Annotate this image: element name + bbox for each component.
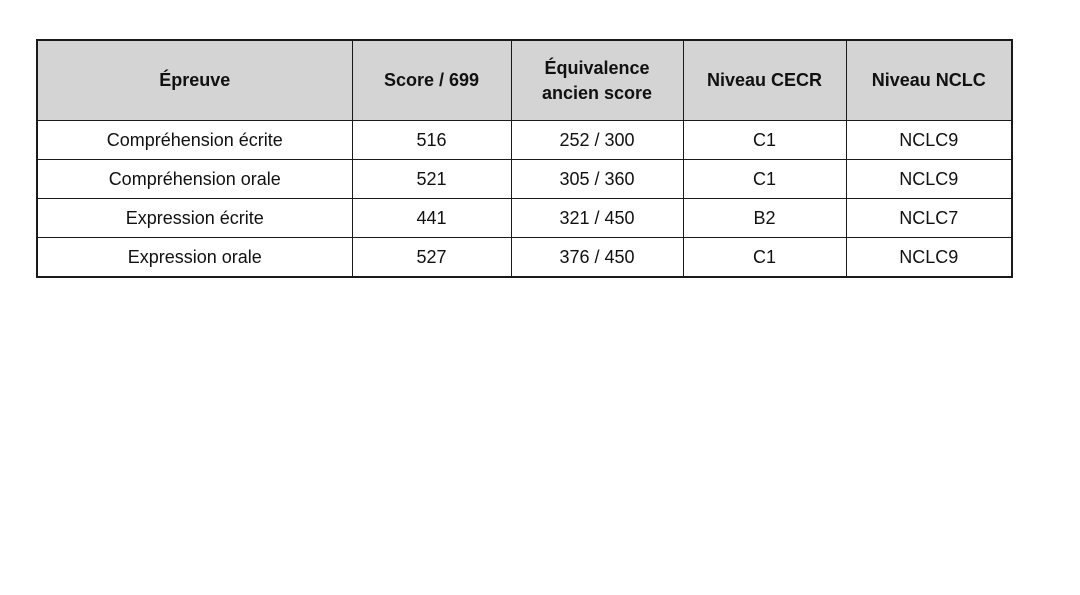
cell-nclc: NCLC9 [846, 160, 1012, 199]
cell-epreuve: Compréhension écrite [37, 121, 352, 160]
cell-equivalence: 321 / 450 [511, 199, 683, 238]
cell-cecr: C1 [683, 238, 846, 278]
header-equivalence: Équivalence ancien score [511, 40, 683, 121]
cell-score: 441 [352, 199, 511, 238]
cell-nclc: NCLC9 [846, 121, 1012, 160]
header-niveau-nclc: Niveau NCLC [846, 40, 1012, 121]
table-row [37, 238, 1012, 278]
cell-equivalence: 305 / 360 [511, 160, 683, 199]
table-row [37, 121, 1012, 160]
table-row [37, 199, 1012, 238]
cell-score: 527 [352, 238, 511, 278]
cell-equivalence: 252 / 300 [511, 121, 683, 160]
table-header [37, 40, 1012, 121]
cell-epreuve: Expression orale [37, 238, 352, 278]
results-table [36, 39, 1013, 278]
cell-cecr: C1 [683, 121, 846, 160]
cell-epreuve: Compréhension orale [37, 160, 352, 199]
cell-nclc: NCLC9 [846, 238, 1012, 278]
header-niveau-cecr: Niveau CECR [683, 40, 846, 121]
table-row [37, 160, 1012, 199]
cell-nclc: NCLC7 [846, 199, 1012, 238]
cell-score: 516 [352, 121, 511, 160]
cell-epreuve: Expression écrite [37, 199, 352, 238]
cell-cecr: C1 [683, 160, 846, 199]
header-epreuve: Épreuve [37, 40, 352, 121]
header-row [37, 40, 1012, 121]
cell-score: 521 [352, 160, 511, 199]
cell-equivalence: 376 / 450 [511, 238, 683, 278]
table-body [37, 121, 1012, 278]
cell-cecr: B2 [683, 199, 846, 238]
header-score: Score / 699 [352, 40, 511, 121]
